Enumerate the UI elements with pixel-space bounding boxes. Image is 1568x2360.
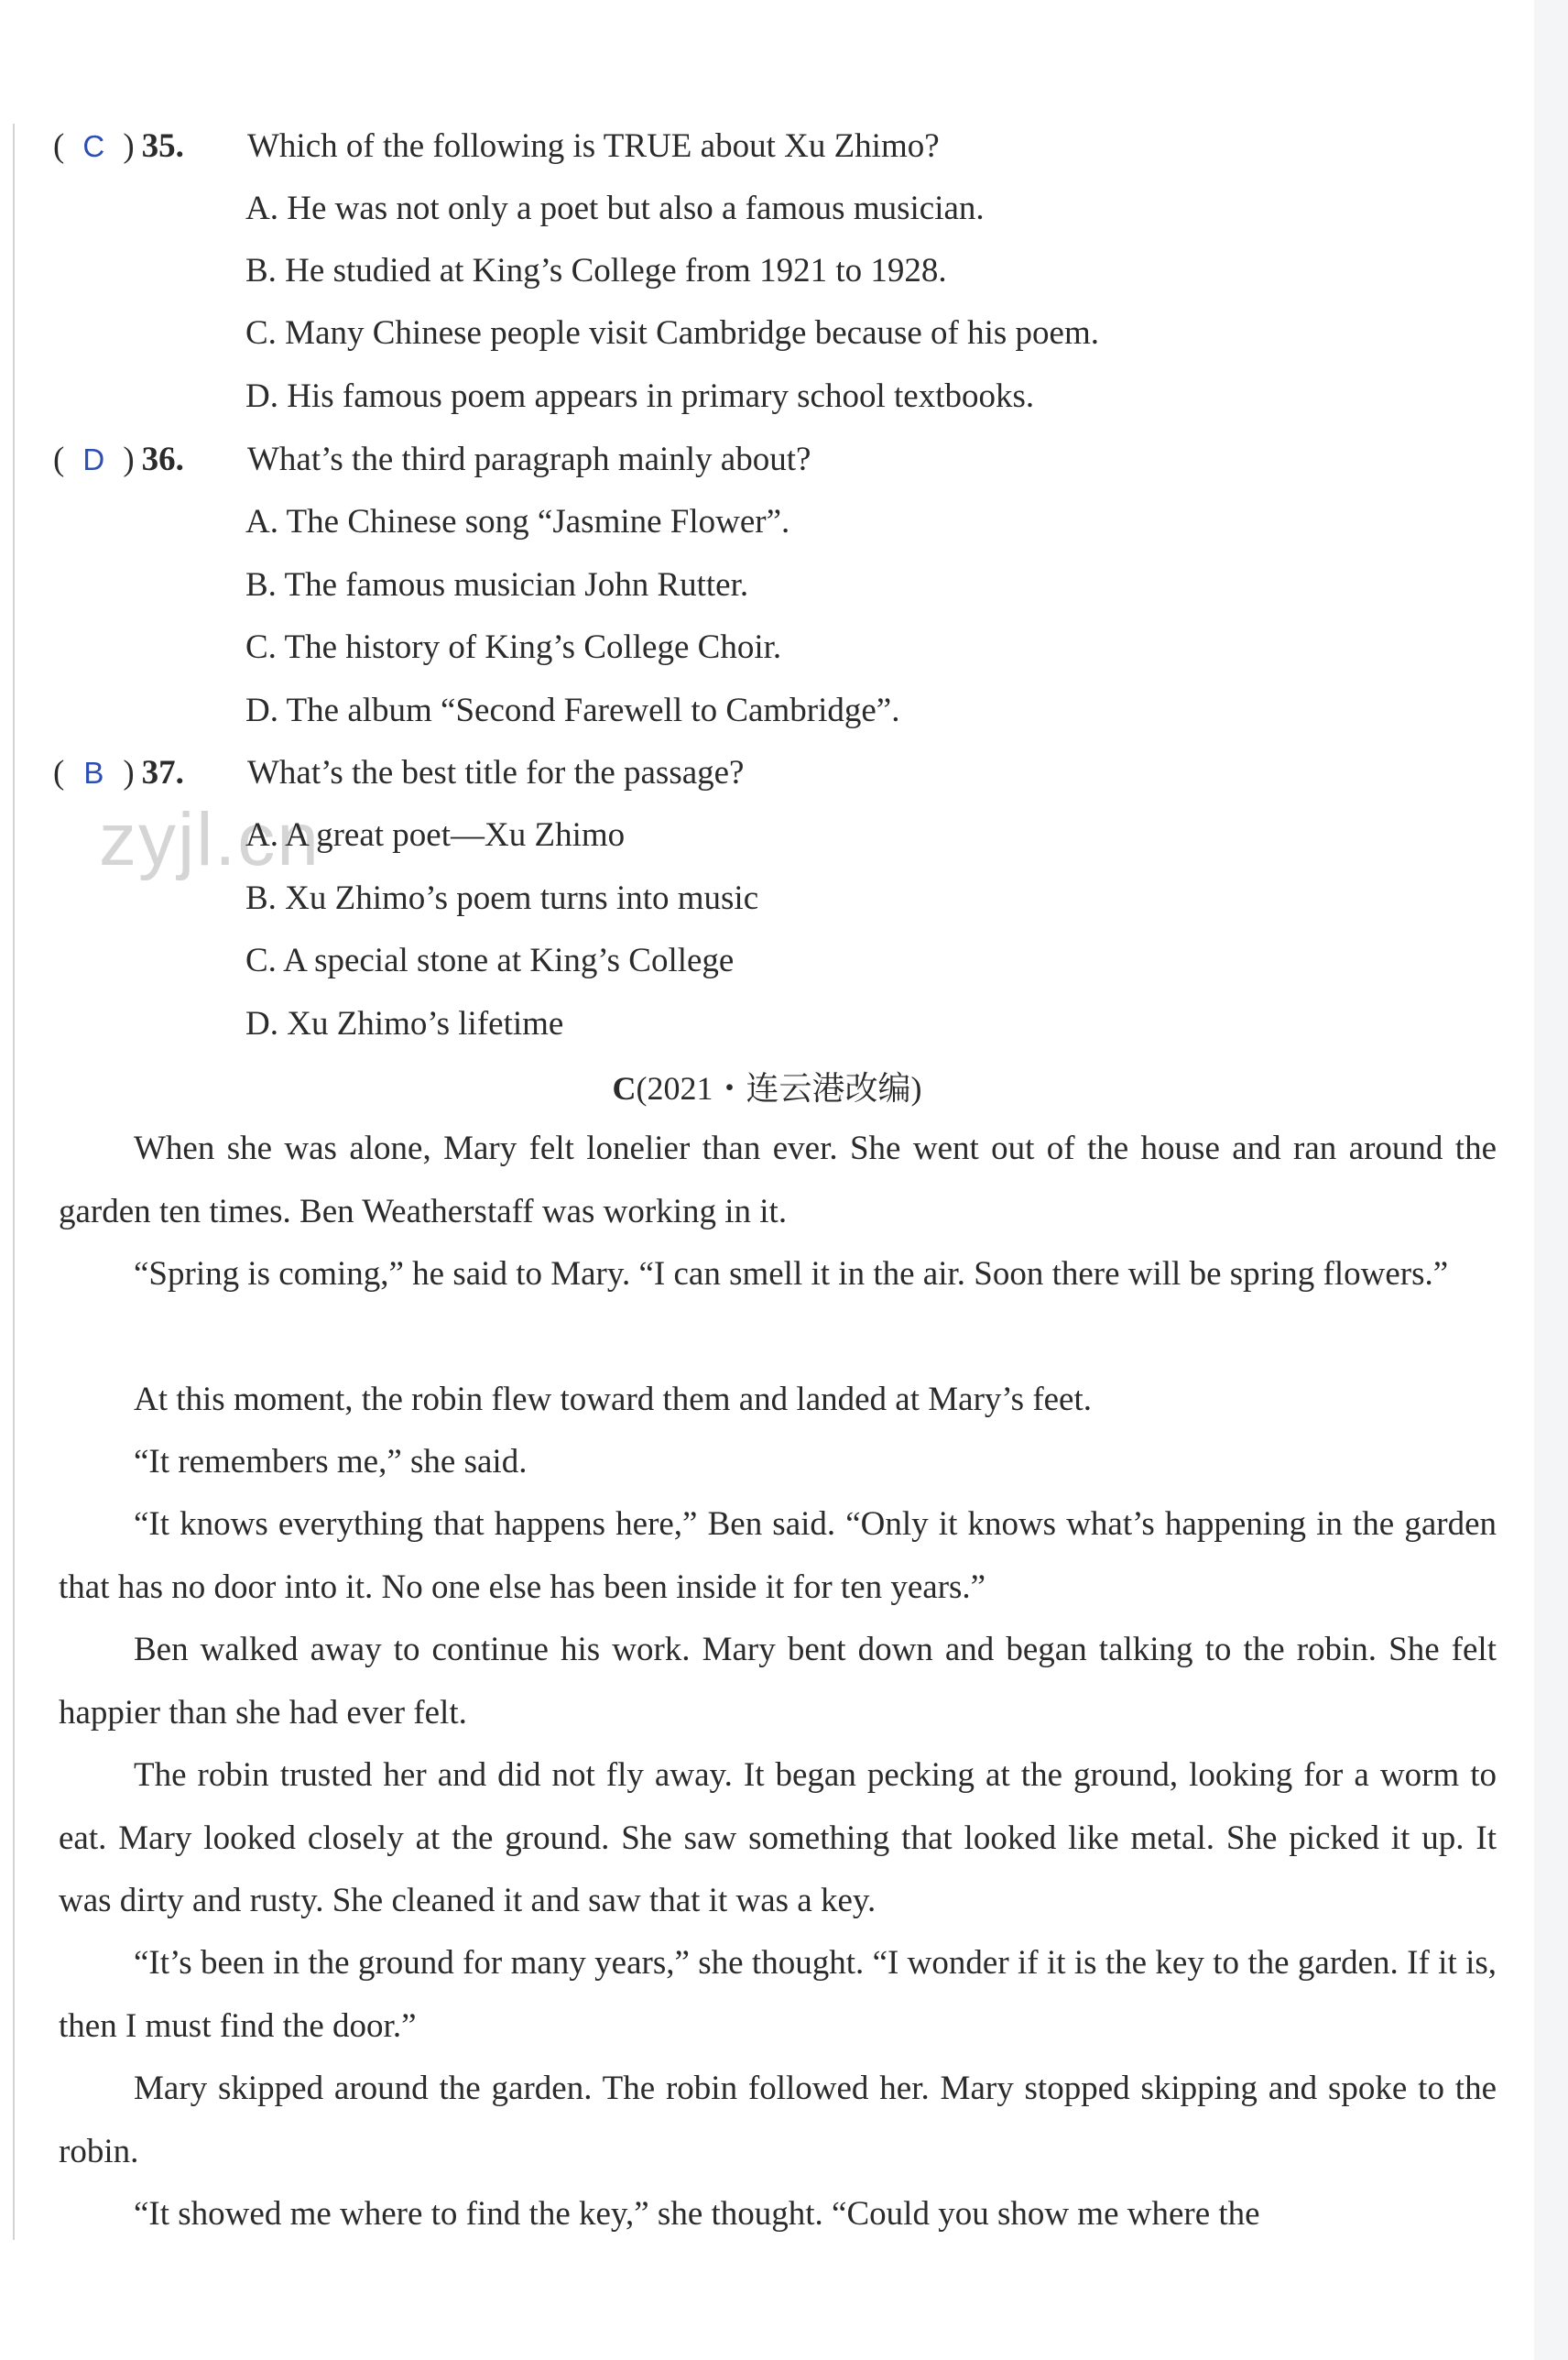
passage-paragraph: “It knows everything that happens here,” Ben said. “Only it knows what’s happening in the garden that has no door into it. No one else has been inside it for ten years.” <box>59 1505 1497 1606</box>
section-heading <box>0 1061 1534 1116</box>
paren-close: ) <box>123 754 135 792</box>
paren-open: ( <box>53 441 65 478</box>
section-source: (2021・连云港改编) <box>636 1070 922 1107</box>
passage-paragraph: Ben walked away to continue his work. Mary bent down and began talking to the robin. She felt happier than she had ever felt. <box>59 1631 1497 1732</box>
paren-close: ) <box>123 441 135 478</box>
section-letter: C <box>612 1070 637 1107</box>
answer-36: D <box>82 442 105 476</box>
option-35-c: C. Many Chinese people visit Cambridge because of his poem. <box>245 314 1100 352</box>
option-36-c: C. The history of King’s College Choir. <box>245 628 782 666</box>
paren-open: ( <box>53 127 65 165</box>
passage-paragraph: “It remembers me,” she said. <box>134 1443 528 1480</box>
paren-open: ( <box>53 754 65 792</box>
option-37-d: D. Xu Zhimo’s lifetime <box>245 1005 564 1043</box>
option-36-b: B. The famous musician John Rutter. <box>245 566 749 604</box>
passage-paragraph: Mary skipped around the garden. The robin followed her. Mary stopped skipping and spoke to the robin. <box>59 2070 1497 2170</box>
answer-35: C <box>82 129 105 163</box>
question-36 <box>53 432 811 487</box>
page-margin-line <box>13 124 15 2240</box>
watermark-logo: zyjl.cn <box>99 798 321 881</box>
paren-close: ) <box>123 127 135 165</box>
passage-paragraph: “It showed me where to find the key,” she thought. “Could you show me where the <box>134 2195 1260 2233</box>
passage-paragraph: “It’s been in the ground for many years,” she thought. “I wonder if it is the key to the garden. If it is, then I must find the door.” <box>59 1944 1497 2045</box>
question-35 <box>53 119 940 174</box>
option-36-a: A. The Chinese song “Jasmine Flower”. <box>245 503 790 541</box>
question-text: What’s the third paragraph mainly about? <box>247 441 811 478</box>
option-35-d: D. His famous poem appears in primary school textbooks. <box>245 377 1035 415</box>
option-37-b: B. Xu Zhimo’s poem turns into music <box>245 880 759 917</box>
question-number: 37. <box>141 754 184 792</box>
passage-paragraph: The robin trusted her and did not fly away. It began pecking at the ground, looking for a worm to eat. Mary looked closely at the ground. She saw something that looked like metal. She picked it up. It was dirty and rusty. She cleaned it and saw that it was a key. <box>59 1756 1497 1919</box>
passage-paragraph: “Spring is coming,” he said to Mary. “I can smell it in the air. Soon there will be spring flowers.” <box>134 1255 1449 1293</box>
option-37-c: C. A special stone at King’s College <box>245 942 735 979</box>
passage-paragraph: At this moment, the robin flew toward them and landed at Mary’s feet. <box>134 1381 1093 1418</box>
passage-paragraph: When she was alone, Mary felt lonelier than ever. She went out of the house and ran around the garden ten times. Ben Weatherstaff was working in it. <box>59 1130 1497 1230</box>
question-37 <box>53 746 745 801</box>
option-35-a: A. He was not only a poet but also a famous musician. <box>245 190 985 227</box>
question-text: What’s the best title for the passage? <box>247 754 745 792</box>
answer-37: B <box>83 756 104 790</box>
question-number: 36. <box>141 441 184 478</box>
option-35-b: B. He studied at King’s College from 1921 to 1928. <box>245 252 947 290</box>
option-36-d: D. The album “Second Farewell to Cambridge”. <box>245 692 900 729</box>
question-text: Which of the following is TRUE about Xu Zhimo? <box>247 127 940 165</box>
option-37-a: A. A great poet—Xu Zhimo <box>245 816 626 854</box>
question-number: 35. <box>141 127 184 165</box>
